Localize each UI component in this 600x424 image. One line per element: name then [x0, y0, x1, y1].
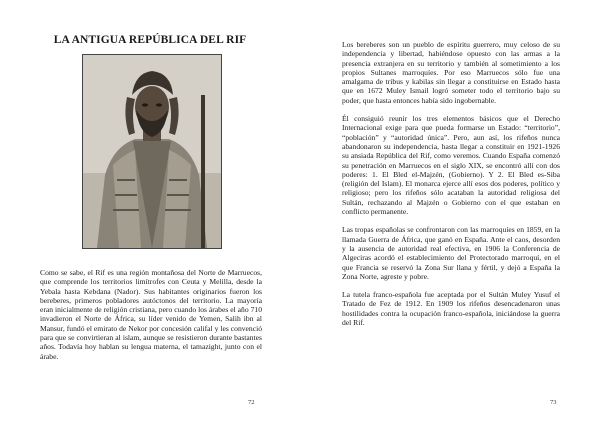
page-number-left: 72 [248, 399, 255, 406]
chapter-title: LA ANTIGUA REPÚBLICA DEL RIF [53, 34, 247, 46]
portrait-photo-icon [83, 55, 221, 248]
right-paragraph-1: Los bereberes son un pueblo de espíritu guerrero, muy celoso de su independencia y libertad, habiéndose opuesto con las armas a la presencia extranjera en su territorio y también al sometimiento a los propios Sultanes marroquíes. Por eso Marruecos sólo fue una amalgama de tribus y kabilas sin llegar a constituirse en Estado hasta que en 1672 Muley Ismail logró someter todo el territorio bajo su poder, que hasta entonces había sido ingobernable. [342, 40, 560, 105]
right-page [300, 0, 600, 424]
portrait-photo [82, 54, 222, 249]
right-text-column [342, 40, 560, 336]
right-paragraph-3: Las tropas españolas se confrontaron con las marroquíes en 1859, en la llamada Guerra de África, que ganó en España. Ante el caos, desorden y la ausencia de autoridad real efectiva, en 1906 la Conferencia de Algeciras acordó el establecimiento del Protectorado marroquí, en el que Francia se reservó la Zona Sur llana y fértil, y dejó a España la Zona Norte, agreste y pobre. [342, 225, 560, 281]
right-paragraph-2: Él consiguió reunir los tres elementos básicos que el Derecho Internacional exige para que pueda formarse un Estado: “territorio”, “población” y “autoridad única”. Pero, aun así, los rifeños nunca abandonaron su independencia, hasta llegar a constituir en 1921-1926 su ansiada República del Rif, como veremos. Cuando España comenzó su penetración en Marruecos en el siglo XIX, se encontró allí con dos poderes: 1. El Bled el-Majzén, (Gobierno). Y 2. El Bled es-Siba (religión del Islam). El monarca ejerce allí esos dos poderes, político y religioso; pero los rifeños sólo acataban la autoridad religiosa del Sultán, rechazando al Majzén o Gobierno con el que estaban en conflicto permanente. [342, 114, 560, 217]
right-paragraph-4: La tutela franco-española fue aceptada por el Sultán Muley Yusuf el Tratado de Fez de 1912. En 1909 los rifeños desencadenaron unas hostilidades contra la ocupación franco-española, iniciándose la guerra del Rif. [342, 290, 560, 328]
page-number-right: 73 [550, 399, 557, 406]
left-paragraph: Como se sabe, el Rif es una región montañosa del Norte de Marruecos, que comprende los territorios limítrofes con Ceuta y Melilla, desde la Yebala hasta Kebdana (Nador). Sus habitantes originarios fueron los bereberes, primeros pobladores autóctonos del territorio. La mayoría eran inicialmente de religión cristiana, pero cuando los árabes el año 710 invadieron el Norte de África, su líder venido de Yemen, Salih ibn al Mansur, fundó el emirato de Nekor por concesión califal y les convenció para que se convirtieran al islam, aunque se resistieron durante bastantes años. Todavía hoy hablan su lengua materna, el tamazight, junto con el árabe. [40, 268, 262, 361]
